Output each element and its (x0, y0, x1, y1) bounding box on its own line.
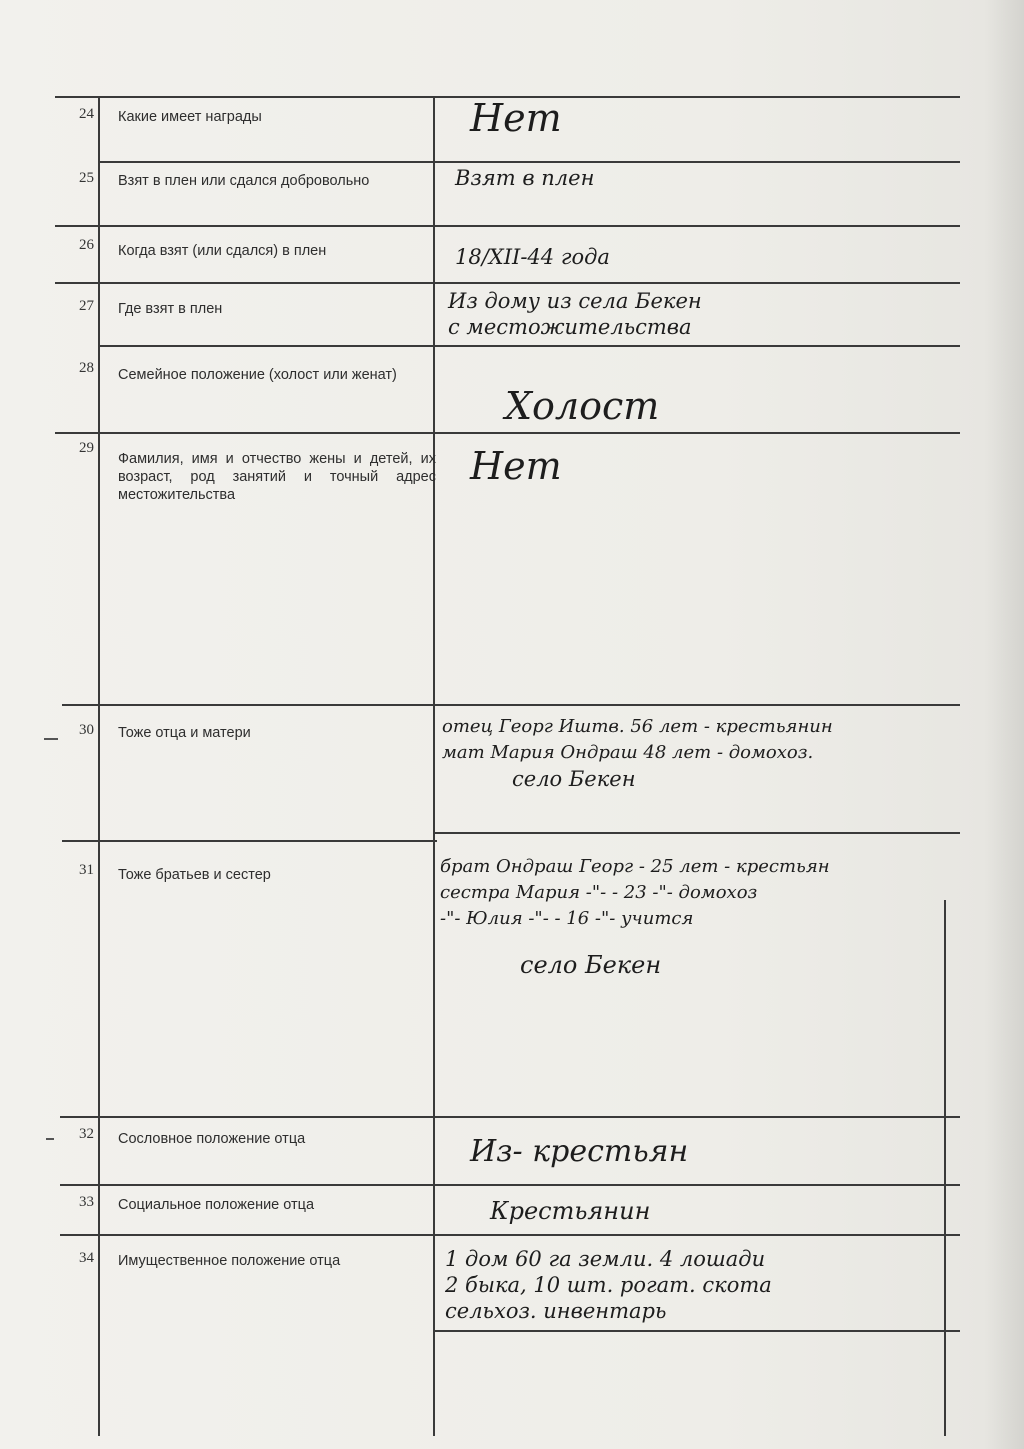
answer-line: 18/XII-44 года (455, 245, 610, 269)
row-answer (448, 288, 978, 340)
row-answer (470, 96, 1000, 140)
row-question: Социальное положение отца (118, 1197, 315, 1213)
row-question: Фамилия, имя и отчество жены и детей, их возраст, род занятий и точный адрес местожительства (118, 451, 436, 503)
answer-line: 1 дом 60 га земли. 4 лошади (445, 1247, 766, 1271)
row-number: 31 (79, 862, 94, 878)
row-number: 24 (79, 106, 94, 122)
table-rule (100, 345, 960, 347)
page-edge-shadow (984, 0, 1024, 1449)
row-answer (455, 244, 985, 270)
table-column-rule (98, 96, 100, 1436)
table-rule (62, 840, 437, 842)
answer-line: Взят в плен (455, 166, 595, 190)
answer-line: брат Ондраш Георг - 25 лет - крестьян (440, 856, 830, 877)
row-answer (490, 1198, 1020, 1224)
row-number: 33 (79, 1194, 94, 1210)
answer-line: Из- крестьян (470, 1134, 689, 1169)
row-question: Взят в плен или сдался добровольно (118, 173, 370, 189)
row-answer (505, 384, 1024, 428)
answer-line: с местожительства (448, 315, 692, 339)
row-answer (440, 854, 970, 978)
row-number: 32 (79, 1126, 94, 1142)
row-answer (445, 1246, 975, 1324)
row-number: 34 (79, 1250, 94, 1266)
row-answer (442, 714, 972, 792)
stray-mark (44, 738, 58, 740)
answer-line: Нет (470, 96, 562, 140)
row-answer (455, 165, 985, 191)
row-question: Тоже отца и матери (118, 725, 251, 741)
row-question: Семейное положение (холост или женат) (118, 367, 397, 383)
row-question: Когда взят (или сдался) в плен (118, 243, 327, 259)
table-rule (433, 1330, 960, 1332)
answer-line: село Бекен (520, 951, 662, 979)
stray-mark (46, 1138, 54, 1140)
answer-line: мат Мария Ондраш 48 лет - домохоз. (442, 742, 814, 763)
answer-line: Из дому из села Бекен (448, 289, 702, 313)
row-answer (470, 1134, 1000, 1170)
table-rule (60, 1116, 960, 1118)
answer-line: сестра Мария -"- - 23 -"- домохоз (440, 882, 758, 903)
row-question: Имущественное положение отца (118, 1253, 341, 1269)
row-number: 27 (79, 298, 94, 314)
table-rule (55, 432, 960, 434)
table-rule (433, 832, 960, 834)
answer-line: село Бекен (512, 767, 636, 791)
row-number: 28 (79, 360, 94, 376)
answer-line: Нет (470, 444, 562, 488)
answer-line: 2 быка, 10 шт. рогат. скота (445, 1273, 772, 1297)
table-rule (100, 161, 960, 163)
table-rule (60, 1234, 960, 1236)
row-number: 25 (79, 170, 94, 186)
answer-line: сельхоз. инвентарь (445, 1299, 667, 1323)
row-question: Тоже братьев и сестер (118, 867, 271, 883)
table-rule (55, 225, 960, 227)
table-rule (55, 282, 960, 284)
table-rule (60, 1184, 960, 1186)
row-answer (470, 444, 1000, 488)
row-question: Какие имеет награды (118, 109, 262, 125)
answer-line: Холост (505, 384, 660, 428)
row-number: 30 (79, 722, 94, 738)
answer-line: отец Георг Иштв. 56 лет - крестьянин (442, 716, 833, 737)
table-rule (62, 704, 960, 706)
answer-line: -"- Юлия -"- - 16 -"- учится (440, 908, 694, 929)
answer-line: Крестьянин (490, 1197, 651, 1225)
table-column-rule (433, 96, 435, 1436)
row-number: 29 (79, 440, 94, 456)
row-question: Сословное положение отца (118, 1131, 306, 1147)
row-question: Где взят в плен (118, 301, 223, 317)
row-number: 26 (79, 237, 94, 253)
